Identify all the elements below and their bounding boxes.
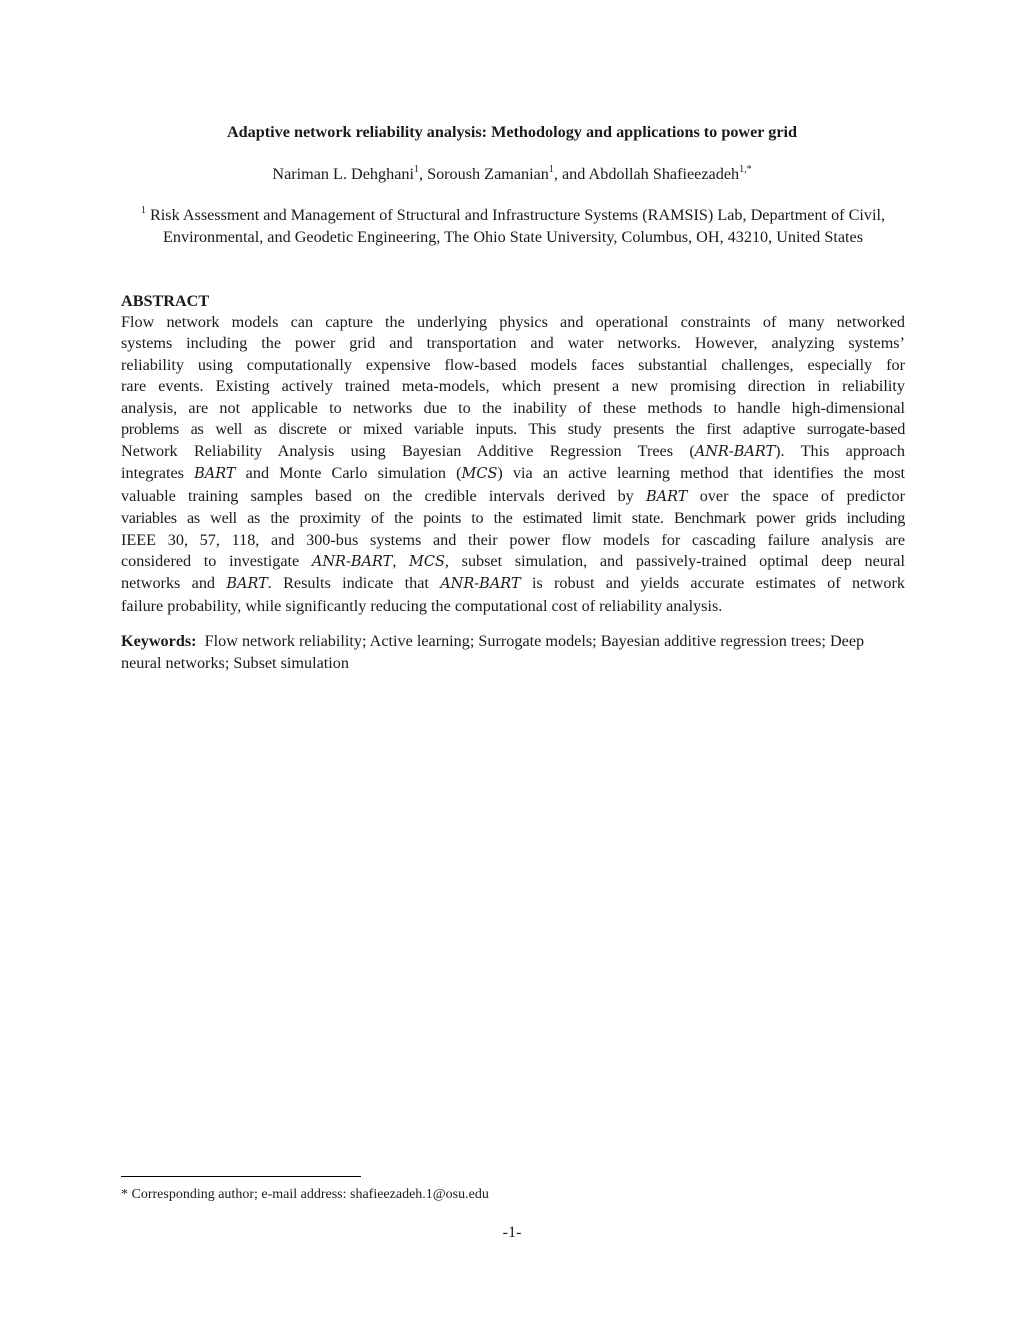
math-variable: ANR-BART	[311, 553, 393, 570]
keywords-text: Flow network reliability; Active learning; Surrogate models; Bayesian additive regression trees; Deep neural networks; Subset simulation	[121, 632, 865, 672]
abstract-text: is robust and yields accurate estimates of network	[520, 574, 905, 593]
author-list	[0, 163, 1024, 185]
abstract-text: Network Reliability Analysis using Bayesian Additive Regression Trees (	[121, 441, 695, 460]
abstract-text: considered to investigate	[121, 551, 312, 570]
abstract-line	[121, 355, 905, 376]
author-affiliation-marker: 1,*	[739, 163, 752, 175]
abstract-text: Flow network models can capture the underlying physics and operational constraints of many networked	[121, 313, 905, 331]
affiliation-marker: 1	[140, 204, 146, 216]
abstract-text: problems as well as discrete or mixed variable inputs. This study presents the first adaptive surrogate-based	[121, 420, 905, 439]
abstract-text: reliability using computationally expensive flow-based models faces substantial challenges, especially for	[121, 355, 905, 374]
affiliation	[118, 205, 908, 248]
abstract-text: networks and	[121, 574, 227, 593]
author-separator: , and	[553, 165, 589, 183]
math-variable: BART	[646, 488, 688, 505]
footnote-divider	[121, 1176, 361, 1177]
abstract-text: rare events. Existing actively trained meta-models, which present a new promising direction in reliability	[121, 377, 905, 396]
abstract-text: . Results indicate that	[267, 574, 441, 593]
abstract-line	[121, 333, 905, 354]
abstract-line	[121, 486, 905, 508]
abstract-body	[121, 312, 905, 617]
abstract-text: ) via an active learning method that identifies the most	[497, 464, 905, 483]
abstract-line	[121, 573, 905, 595]
abstract-text: ). This approach	[775, 441, 905, 460]
abstract-text: variables as well as the proximity of the points to the estimated limit state. Benchmark power grids including	[121, 509, 905, 528]
math-variable: MCS	[461, 466, 498, 483]
author-separator: ,	[418, 165, 428, 183]
math-variable: ANR-BART	[694, 443, 776, 460]
math-variable: MCS	[409, 553, 445, 570]
author-name: Abdollah Shafieezadeh	[588, 165, 740, 183]
abstract-text: valuable training samples based on the credible intervals derived by	[121, 486, 646, 505]
keywords	[121, 631, 905, 674]
abstract-line	[121, 596, 905, 617]
math-variable: BART	[194, 466, 236, 483]
abstract-line	[121, 376, 905, 397]
keywords-label: Keywords:	[121, 632, 197, 650]
abstract-text: analysis, are not applicable to networks due to the inability of these methods to handle high-dimensional	[121, 398, 905, 417]
abstract-text: over the space of predictor	[687, 486, 905, 505]
abstract-text: integrates	[121, 464, 195, 483]
footnote: * Corresponding author; e-mail address: shafieezadeh.1@osu.edu	[121, 1187, 489, 1202]
author-name: Soroush Zamanian	[427, 165, 549, 183]
affiliation-text: Risk Assessment and Management of Structural and Infrastructure Systems (RAMSIS) Lab, Department of Civil, Environmental, and Geodetic Engineering, The Ohio State University, Columbus, OH, 43210, United States	[149, 206, 886, 246]
abstract-text: ,	[392, 551, 410, 570]
abstract-line	[121, 508, 905, 529]
author-affiliation-marker: 1	[413, 163, 419, 175]
paper-title: Adaptive network reliability analysis: Methodology and applications to power grid	[226, 123, 798, 141]
author-affiliation-marker: 1	[548, 163, 554, 175]
page-number: -1-	[502, 1223, 522, 1241]
abstract-text: , subset simulation, and passively-trained optimal deep neural	[444, 551, 905, 570]
abstract-text: systems including the power grid and transportation and water networks. However, analyzing systems’	[121, 334, 905, 353]
math-variable: ANR-BART	[440, 576, 521, 593]
author-name: Nariman L. Dehghani	[272, 165, 414, 183]
abstract-line	[121, 419, 905, 440]
abstract-text: IEEE 30, 57, 118, and 300-bus systems and their power flow models for cascading failure analysis are	[121, 530, 905, 549]
abstract-line	[121, 441, 905, 463]
abstract-text: failure probability, while significantly reducing the computational cost of reliability analysis.	[121, 596, 723, 615]
abstract-line	[121, 312, 905, 333]
abstract-line	[121, 530, 905, 551]
abstract-line	[121, 398, 905, 419]
abstract-heading: ABSTRACT	[121, 292, 210, 310]
math-variable: BART	[226, 576, 268, 593]
abstract-line	[121, 551, 905, 573]
abstract-text: and Monte Carlo simulation (	[235, 464, 462, 483]
abstract-line	[121, 463, 905, 485]
